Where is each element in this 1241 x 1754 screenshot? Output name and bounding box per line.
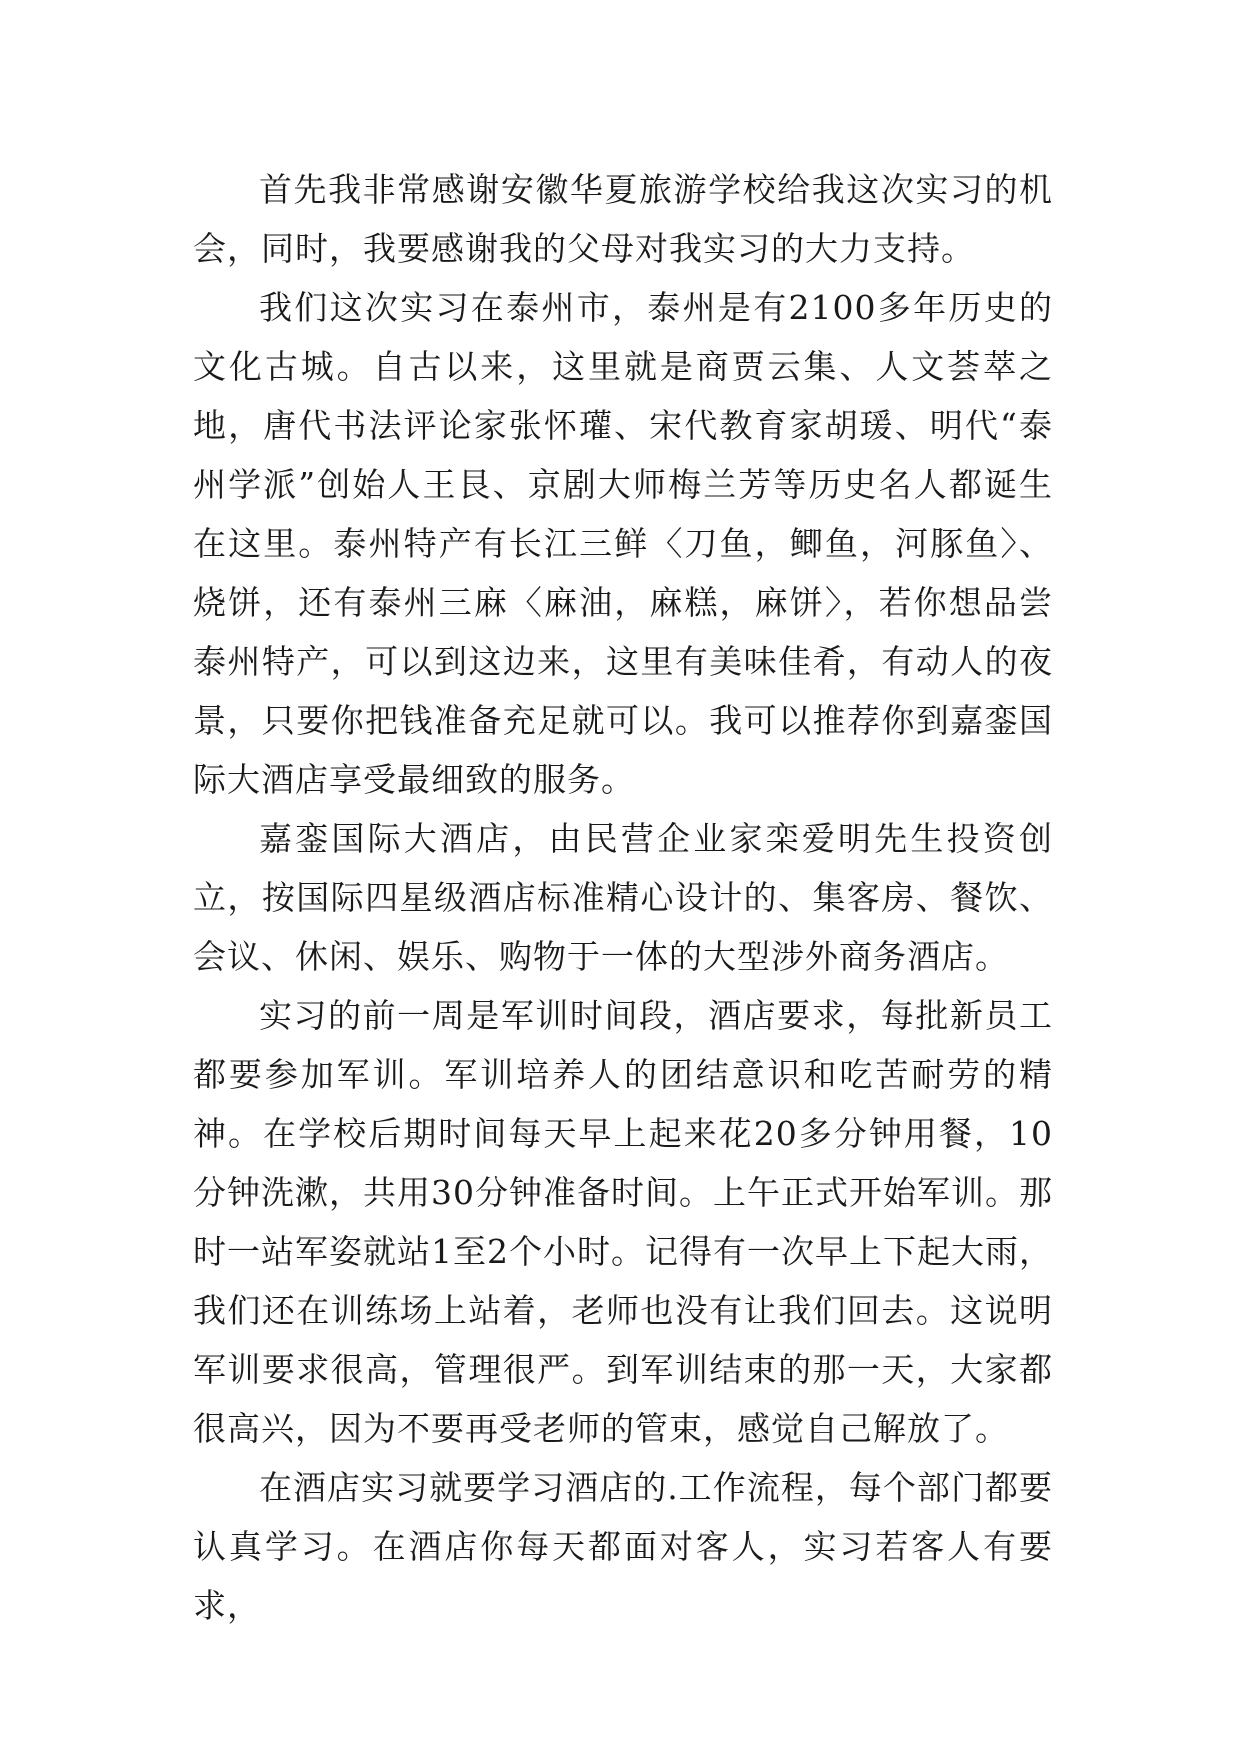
paragraph-workflow: 在酒店实习就要学习酒店的.工作流程，每个部门都要认真学习。在酒店你每天都面对客人，实习若客人有要求， (193, 1468, 1053, 1625)
document-body (193, 160, 1053, 1635)
paragraph-thanks: 首先我非常感谢安徽华夏旅游学校给我这次实习的机会，同时，我要感谢我的父母对我实习的大力支持。 (193, 170, 1053, 268)
paragraph-taizhou: 我们这次实习在泰州市，泰州是有2100多年历史的文化古城。自古以来，这里就是商贾云集、人文荟萃之地，唐代书法评论家张怀瓘、宋代教育家胡瑗、明代“泰州学派”创始人王艮、京剧大师梅兰芳等历史名人都诞生在这里。泰州特产有长江三鲜〈刀鱼，鲫鱼，河豚鱼〉、烧饼，还有泰州三麻〈麻油，麻糕，麻饼〉，若你想品尝泰州特产，可以到这边来，这里有美味佳肴，有动人的夜景，只要你把钱准备充足就可以。我可以推荐你到嘉銮国际大酒店享受最细致的服务。 (193, 288, 1053, 799)
paragraph-hotel-intro: 嘉銮国际大酒店，由民营企业家栾爱明先生投资创立，按国际四星级酒店标准精心设计的、集客房、餐饮、会议、休闲、娱乐、购物于一体的大型涉外商务酒店。 (193, 819, 1053, 976)
paragraph-military-training: 实习的前一周是军训时间段，酒店要求，每批新员工都要参加军训。军训培养人的团结意识和吃苦耐劳的精神。在学校后期时间每天早上起来花20多分钟用餐，10分钟洗漱，共用30分钟准备时间。上午正式开始军训。那时一站军姿就站1至2个小时。记得有一次早上下起大雨，我们还在训练场上站着，老师也没有让我们回去。这说明军训要求很高，管理很严。到军训结束的那一天，大家都很高兴，因为不要再受老师的管束，感觉自己解放了。 (193, 996, 1053, 1448)
